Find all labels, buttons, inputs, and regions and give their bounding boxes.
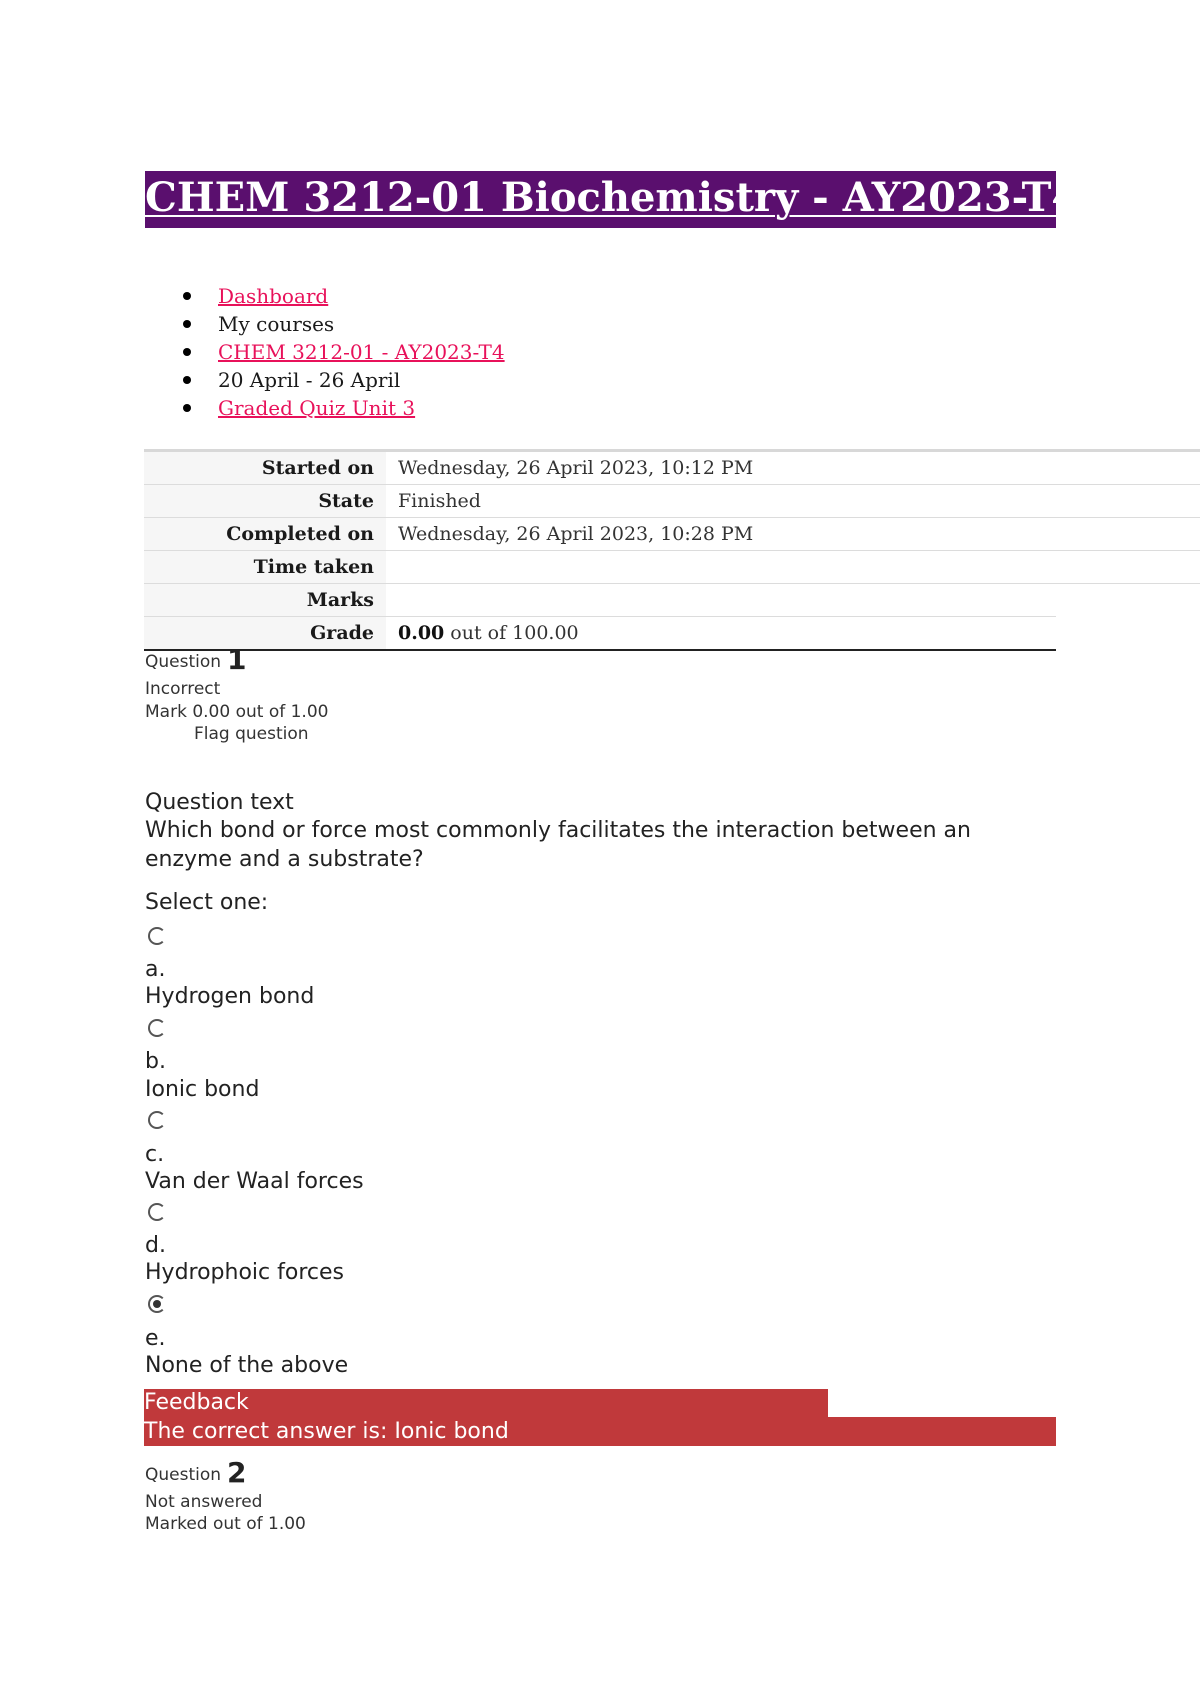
- breadcrumb-link-quiz[interactable]: Graded Quiz Unit 3: [218, 396, 416, 420]
- question-1-mark: Mark 0.00 out of 1.00: [145, 702, 329, 722]
- question-label: Question: [145, 1465, 222, 1485]
- summary-label: Marks: [306, 589, 374, 611]
- breadcrumb-item-my-courses: [175, 310, 505, 338]
- breadcrumb-item-quiz[interactable]: [175, 394, 505, 422]
- question-label: Question: [145, 652, 222, 672]
- summary-label: Started on: [261, 457, 374, 479]
- summary-value: Finished: [386, 485, 1200, 517]
- option-d-text[interactable]: Hydrophoic forces: [145, 1260, 344, 1285]
- summary-row-state: [144, 484, 1200, 517]
- breadcrumb-text-my-courses: My courses: [218, 312, 335, 336]
- option-b-letter: b.: [145, 1049, 166, 1074]
- question-2-mark: Marked out of 1.00: [145, 1514, 306, 1534]
- breadcrumb-text-week: 20 April - 26 April: [218, 368, 401, 392]
- option-a-letter: a.: [145, 957, 166, 982]
- option-a-text[interactable]: Hydrogen bond: [145, 984, 315, 1009]
- feedback-correct-answer: The correct answer is: Ionic bond: [144, 1417, 1056, 1446]
- summary-label: State: [318, 490, 374, 512]
- summary-row-time-taken: [144, 550, 1200, 583]
- question-1-status: Incorrect: [145, 679, 221, 699]
- breadcrumb-link-dashboard[interactable]: Dashboard: [218, 284, 329, 308]
- question-2-status: Not answered: [145, 1492, 263, 1512]
- option-a-radio[interactable]: [148, 927, 166, 945]
- question-text-line-1: Which bond or force most commonly facilitates the interaction between an: [145, 818, 971, 843]
- question-number: 1: [227, 643, 247, 676]
- attempt-summary-table: [144, 449, 1200, 651]
- summary-value: [386, 551, 1200, 583]
- breadcrumb-link-course[interactable]: CHEM 3212-01 - AY2023-T4: [218, 340, 505, 364]
- select-one-prompt: Select one:: [145, 890, 269, 915]
- option-c-radio[interactable]: [148, 1111, 166, 1129]
- summary-row-grade: [144, 616, 1056, 651]
- option-e-radio-selected[interactable]: [148, 1295, 166, 1313]
- option-c-letter: c.: [145, 1142, 165, 1167]
- summary-label: Grade: [310, 622, 374, 644]
- option-c-text[interactable]: Van der Waal forces: [145, 1169, 364, 1194]
- grade-score: 0.00: [398, 622, 445, 644]
- summary-label: Time taken: [253, 556, 374, 578]
- breadcrumb-item-dashboard[interactable]: [175, 282, 505, 310]
- page-title: CHEM 3212-01 Biochemistry - AY2023-T4: [145, 174, 1080, 221]
- feedback-label: Feedback: [144, 1389, 828, 1417]
- summary-value: [386, 584, 1200, 616]
- summary-label: Completed on: [226, 523, 374, 545]
- question-1-header: [145, 643, 247, 676]
- option-b-radio[interactable]: [148, 1019, 166, 1037]
- summary-row-marks: [144, 583, 1200, 616]
- breadcrumb: [175, 282, 505, 422]
- summary-value: [386, 617, 1056, 649]
- question-number: 2: [227, 1456, 247, 1489]
- flag-question-link[interactable]: Flag question: [194, 724, 309, 744]
- question-2-header: [145, 1456, 247, 1489]
- breadcrumb-item-course[interactable]: [175, 338, 505, 366]
- question-text-line-2: enzyme and a substrate?: [145, 847, 424, 872]
- summary-value: Wednesday, 26 April 2023, 10:12 PM: [386, 452, 1200, 484]
- option-e-letter: e.: [145, 1326, 166, 1351]
- option-d-radio[interactable]: [148, 1203, 166, 1221]
- breadcrumb-item-week: [175, 366, 505, 394]
- question-text-heading: Question text: [145, 790, 294, 815]
- option-b-text[interactable]: Ionic bond: [145, 1077, 260, 1102]
- summary-row-started: [144, 449, 1200, 484]
- option-d-letter: d.: [145, 1233, 166, 1258]
- summary-value: Wednesday, 26 April 2023, 10:28 PM: [386, 518, 1200, 550]
- option-e-text[interactable]: None of the above: [145, 1353, 349, 1378]
- summary-row-completed: [144, 517, 1200, 550]
- grade-total: out of 100.00: [450, 622, 579, 644]
